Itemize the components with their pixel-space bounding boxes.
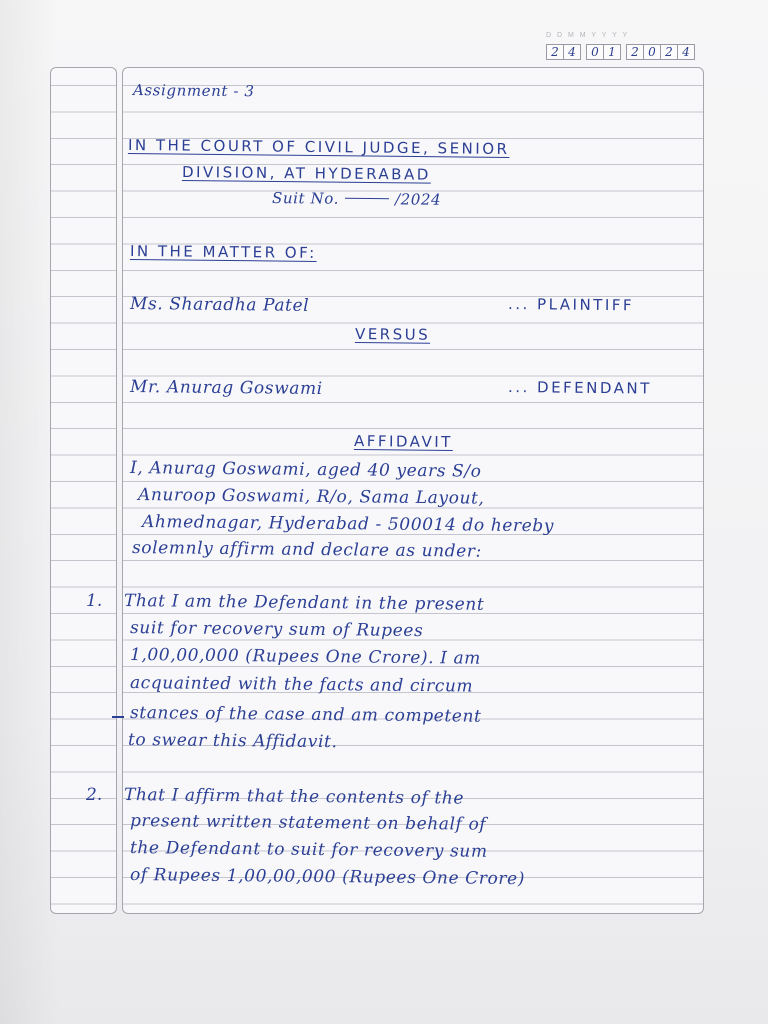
date-digit: 1: [603, 44, 621, 60]
margin-dash: [112, 716, 124, 718]
plaintiff-role: ... PLAINTIFF: [507, 295, 635, 315]
court-line-2: DIVISION, AT HYDERABAD: [181, 163, 431, 184]
suit-number-line: [272, 188, 441, 210]
date-digit: 4: [563, 44, 581, 60]
intro-line-2: Anuroop Goswami, R/o, Sama Layout,: [137, 485, 485, 509]
suit-number-blank: [345, 197, 389, 198]
date-digit: 2: [660, 44, 677, 60]
para-2-line-1: That I affirm that the contents of the: [123, 785, 465, 809]
para-2-line-3: the Defendant to suit for recovery sum: [129, 838, 488, 862]
intro-line-3: Ahmednagar, Hyderabad - 500014 do hereby: [141, 512, 555, 537]
suit-label: Suit No.: [271, 189, 340, 208]
margin-column: [50, 67, 117, 914]
plaintiff-name: Ms. Sharadha Patel: [129, 294, 310, 316]
date-digit: 0: [586, 44, 603, 60]
date-digit: 0: [643, 44, 660, 60]
defendant-name: Mr. Anurag Goswami: [129, 377, 323, 400]
para-1-line-6: to swear this Affidavit.: [127, 730, 338, 753]
date-header: D D M M Y Y Y Y: [546, 32, 630, 39]
para-1-line-4: acquainted with the facts and circum: [129, 673, 474, 697]
para-1-line-2: suit for recovery sum of Rupees: [129, 618, 424, 642]
date-year: [626, 44, 695, 60]
intro-line-4: solemnly affirm and declare as under:: [131, 538, 483, 562]
defendant-role: ... DEFENDANT: [507, 378, 652, 398]
court-line-1: IN THE COURT OF CIVIL JUDGE, SENIOR: [127, 136, 510, 158]
matter-heading: IN THE MATTER OF:: [129, 242, 317, 262]
para-1-number: 1.: [86, 591, 103, 611]
para-1-line-3: 1,00,00,000 (Rupees One Crore). I am: [129, 645, 482, 669]
date-digit: 2: [626, 44, 643, 60]
para-2-line-4: of Rupees 1,00,00,000 (Rupees One Crore): [129, 865, 526, 890]
para-2-number: 2.: [86, 785, 103, 805]
date-month: [586, 44, 621, 60]
suit-year: /2024: [394, 190, 442, 209]
para-2-line-2: present written statement on behalf of: [129, 811, 487, 835]
date-digit: 4: [677, 44, 695, 60]
date-day: [546, 44, 581, 60]
date-digit: 2: [546, 44, 563, 60]
assignment-heading: Assignment - 3: [132, 81, 255, 101]
para-1-line-5: stances of the case and am competent: [129, 703, 482, 727]
intro-line-1: I, Anurag Goswami, aged 40 years S/o: [129, 458, 482, 482]
para-1-line-1: That I am the Defendant in the present: [123, 591, 485, 615]
affidavit-title: AFFIDAVIT: [353, 432, 453, 452]
versus-label: VERSUS: [354, 325, 431, 344]
date-field: [546, 32, 690, 62]
